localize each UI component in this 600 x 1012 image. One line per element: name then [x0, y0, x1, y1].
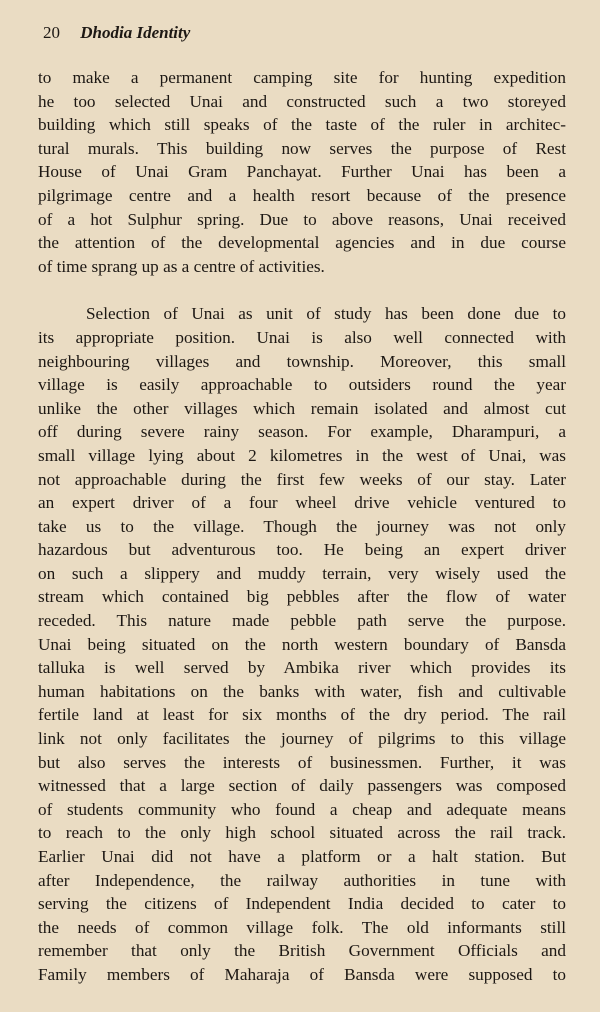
page-number: 20 [43, 23, 60, 42]
text-line: to reach to the only high school situated across the rail track. [38, 823, 566, 843]
paragraph-spacer [38, 278, 566, 302]
text-line: the attention of the developmental agencies and in due course [38, 233, 566, 253]
text-line: Family members of Maharaja of Bansda were supposed to [38, 964, 566, 984]
text-line: remember that only the British Government Officials and [38, 941, 566, 961]
text-line: building which still speaks of the taste of the ruler in architec- [38, 115, 566, 135]
body-text [38, 66, 566, 987]
paragraph-2 [38, 302, 566, 986]
text-line: of time sprang up as a centre of activities. [38, 256, 325, 276]
text-line: he too selected Unai and constructed such a two storeyed [38, 91, 566, 111]
text-line: Selection of Unai as unit of study has been done due to [86, 304, 566, 324]
text-line: the needs of common village folk. The old informants still [38, 917, 566, 937]
text-line: tural murals. This building now serves the purpose of Rest [38, 138, 566, 158]
text-line: off during severe rainy season. For example, Dharampuri, a [38, 422, 566, 442]
text-line: hazardous but adventurous too. He being an expert driver [38, 540, 566, 560]
text-line: its appropriate position. Unai is also well connected with [38, 327, 566, 347]
running-head [43, 22, 190, 44]
running-title: Dhodia Identity [80, 23, 191, 42]
text-line: small village lying about 2 kilometres in the west of Unai, was [38, 445, 566, 465]
text-line: serving the citizens of Independent India decided to cater to [38, 894, 566, 914]
text-line: witnessed that a large section of daily passengers was composed [38, 776, 566, 796]
text-line: of students community who found a cheap and adequate means [38, 799, 566, 819]
text-line: unlike the other villages which remain isolated and almost cut [38, 398, 566, 418]
text-line: neighbouring villages and township. Moreover, this small [38, 351, 566, 371]
text-line: pilgrimage centre and a health resort because of the presence [38, 185, 566, 205]
text-line: Earlier Unai did not have a platform or a halt station. But [38, 847, 566, 866]
text-line: not approachable during the first few weeks of our stay. Later [38, 469, 566, 489]
text-line: talluka is well served by Ambika river which provides its [38, 658, 566, 678]
paragraph-1 [38, 66, 566, 278]
text-line: human habitations on the banks with water, fish and cultivable [38, 681, 566, 701]
text-line: of a hot Sulphur spring. Due to above reasons, Unai received [38, 209, 566, 229]
text-line: village is easily approachable to outsiders round the year [38, 375, 566, 395]
text-line: fertile land at least for six months of the dry period. The rail [38, 705, 566, 725]
text-line: link not only facilitates the journey of pilgrims to this village [38, 729, 566, 749]
text-line: on such a slippery and muddy terrain, very wisely used the [38, 563, 566, 583]
text-line: take us to the village. Though the journey was not only [38, 516, 566, 536]
text-line: an expert driver of a four wheel drive vehicle ventured to [38, 493, 566, 513]
text-line: receded. This nature made pebble path serve the purpose. [38, 611, 566, 631]
text-line: Unai being situated on the north western boundary of Bansda [38, 634, 566, 654]
text-line: House of Unai Gram Panchayat. Further Unai has been a [38, 162, 566, 182]
text-line: after Independence, the railway authorities in tune with [38, 870, 566, 890]
text-line: to make a permanent camping site for hunting expedition [38, 68, 566, 87]
text-line: stream which contained big pebbles after the flow of water [38, 587, 566, 607]
text-line: but also serves the interests of businessmen. Further, it was [38, 752, 566, 772]
